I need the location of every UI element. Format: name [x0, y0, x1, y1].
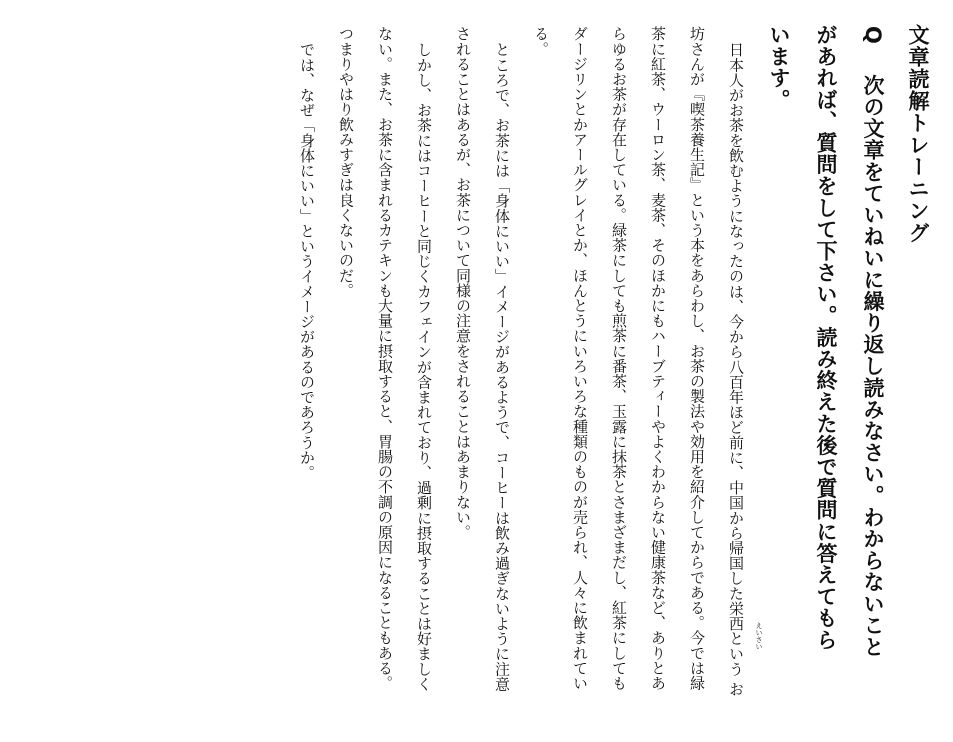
page-title: 文章読解トレーニング	[906, 24, 930, 244]
question-text-1: 次の文章をていねいに繰り返し読みなさい。わからないこと	[861, 74, 885, 658]
passage-line-4: らゆるお茶が存在している。緑茶にしても煎茶に番茶、玉露に抹茶とさまざまだし、紅茶にしても	[610, 26, 628, 691]
passage-line-6: る。	[532, 26, 550, 57]
passage-line-9: しかし、お茶にはコーヒーと同じくカフェインが含まれており、過剰に摂取することは好ましく	[415, 42, 433, 692]
passage-line-3: 茶に紅茶、ウーロン茶、麦茶、そのほかにもハーブティーやよくわからない健康茶など、ありとあ	[649, 26, 667, 691]
passage-line-8: されることはあるが、お茶について同様の注意をされることはあまりない。	[454, 26, 472, 540]
passage-line-12: では、なぜ「身体にいい」というイメージがあるのであろうか。	[298, 42, 316, 480]
question-mark: Q	[861, 26, 885, 45]
question-line-3: います。	[767, 24, 791, 111]
passage-line-5: ダージリンとかアールグレイとか、ほんとうにいろいろな種類のものが売られ、人々に飲まれてい	[571, 26, 589, 691]
passage-line-7: ところで、お茶には「身体にいい」イメージがあるようで、コーヒーは飲み過ぎないように注意	[493, 42, 511, 692]
question-line-1	[860, 26, 886, 658]
ruby-annotation: えいさい	[755, 622, 763, 650]
passage-line-11: つまりやはり飲みすぎは良くないのだ。	[337, 26, 355, 298]
passage-line-10: ない。また、お茶に含まれるカテキンも大量に摂取すると、胃腸の不調の原因になることもある。	[376, 26, 394, 691]
passage-line-1: 日本人がお茶を飲むようになったのは、今から八百年ほど前に、中国から帰国した栄西という お	[727, 42, 745, 697]
passage-line-2: 坊さんが『喫茶養生記』という本をあらわし、お茶の製法や効用を紹介してからである。今では緑	[688, 26, 706, 691]
question-line-2: があれば、質問をして下さい。読み終えた後で質問に答えてもら	[814, 24, 838, 651]
